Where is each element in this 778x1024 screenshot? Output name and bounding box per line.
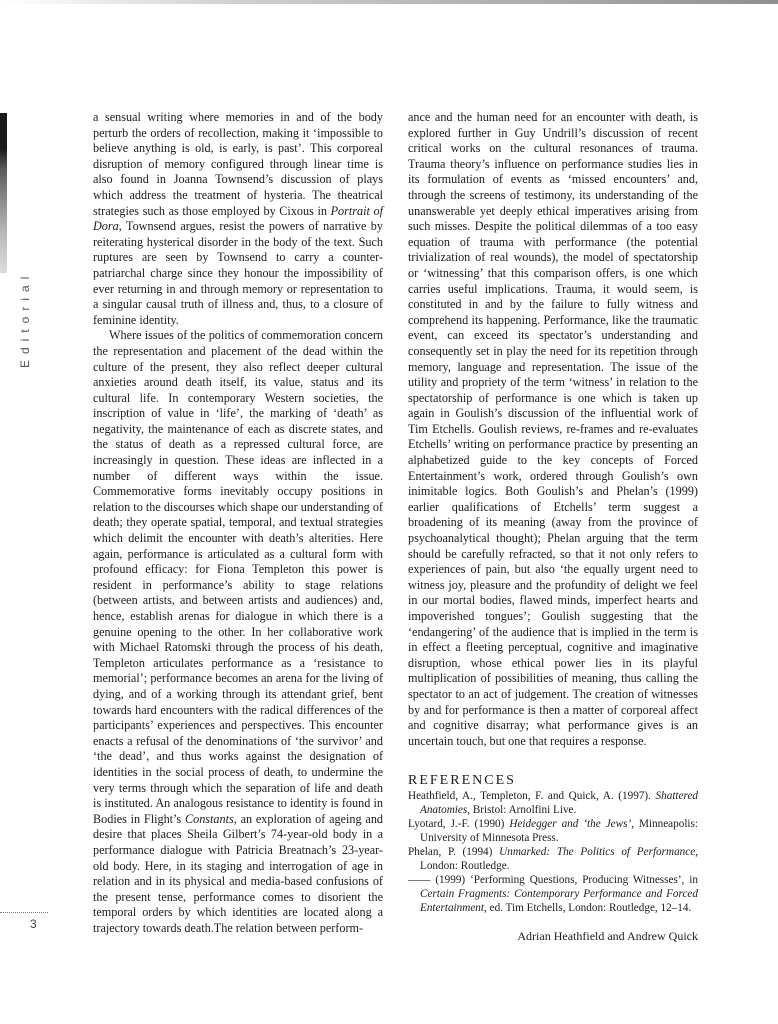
- reference-item: Lyotard, J.-F. (1990) Heidegger and ‘the Jews’, Minneapolis: University of Minnesota Press.: [408, 817, 699, 844]
- right-column: [408, 110, 698, 945]
- paragraph: a sensual writing where memories in and of the body perturb the orders of recollection, making it ‘impossible to believe anything is old, is early, is past’. This corporeal disruption of memory configured through linear time is also found in Joanna Townsend’s discussion of plays which address the treatment of hysteria. The theatrical strategies such as those employed by Cixous in Portrait of Dora, Townsend argues, resist the powers of narrative by reiterating hysterical disorder in the body of the text. Such ruptures are seen by Townsend to carry a counter-patriarchal charge since they honour the impossibility of ever returning in and through memory or representation to a singular causal truth of illness and, thus, to a closure of feminine identity.: [93, 110, 384, 327]
- footer-dotted-rule: [0, 912, 48, 913]
- references-heading: REFERENCES: [408, 773, 516, 789]
- author-signature: Adrian Heathfield and Andrew Quick: [517, 928, 698, 943]
- side-tab-bar: [0, 113, 7, 273]
- paragraph: ance and the human need for an encounter with death, is explored further in Guy Undrill’s discussion of recent critical works on the cultural resonances of trauma. Trauma theory’s influence on performance studies lies in its formulation of events as ‘missed encounters’ and, through the screens of testimony, its understanding of the unanswerable yet deeply ethical imperatives arising from such misses. Despite the political dilemmas of a too easy equation of trauma with performance (the potential trivialization of real wounds), the model of spectatorship or ‘witnessing’ that this comparison offers, is one which carries useful implications. Trauma, it would seem, is constituted in and by the failure to fully witness and comprehend its happening. Performance, like the traumatic event, can exceed its spectator’s understanding and consequently set in play the need for its repetition through memory, language and representation. The issue of the utility and propriety of the term ‘witness’ in relation to the spectatorship of performance is one which is taken up again in Goulish’s discussion of the influential work of Tim Etchells. Goulish reviews, re-frames and re-evaluates Etchells’ writing on performance practice by presenting an alphabetized guide to the key concepts of Forced Entertainment’s work, ordered through Goulish’s own inimitable logics. Both Goulish’s and Phelan’s (1999) earlier qualifications of Etchells’ term suggest a broadening of its meaning (away from the province of psychoanalytical thought); Phelan arguing that the term should be carefully refracted, so that it not only refers to experiences of pain, but also ‘the equally urgent need to witness joy, pleasure and the profundity of delight we feel in our mortal bodies, flawed minds, imperfect hearts and impoverished tongues’; Goulish suggesting that the ‘endangering’ of the audience that is implied in the term is in effect a fleeting perceptual, cognitive and imaginative disruption, whose ethical power lies in its playful multiplication of possibilities of meaning, thus calling the spectator to an act of judgement. The creation of witnesses by and for performance is then a matter of corporeal affect and cognitive disarray; what performance gives is an uncertain touch, but one that requires a response.: [408, 110, 698, 748]
- left-column: [93, 110, 383, 936]
- page-number: 3: [30, 917, 37, 931]
- reference-item: —— (1999) ‘Performing Questions, Producing Witnesses’, in Certain Fragments: Contemporary Performance and Forced Entertainment, ed. Tim Etchells, London: Routledge, 12–14.: [408, 873, 698, 914]
- paragraph: Where issues of the politics of commemoration concern the representation and placement of the dead within the culture of the present, they also reflect deeper cultural anxieties around death itself, its value, status and its cultural life. In contemporary Western societies, the inscription of value in ‘life’, the marking of ‘death’ as negativity, the maintenance of each as discrete states, and the status of death as a repressed cultural force, are increasingly in question. These ideas are inflected in a number of different ways within the issue. Commemorative forms inevitably occupy positions in relation to the discourses which shape our understanding of death; they operate spatial, temporal, and textual strategies which delimit the encounter with death’s alterities. Here again, performance is articulated as a cultural form with profound efficacy: for Fiona Templeton this power is resident in performance’s ability to stage relations (between artists, and between artists and audiences) and, hence, establish arenas for dialogue in which there is a genuine opening to the other. In her collaborative work with Michael Ratomski through the process of his death, Templeton articulates performance as a ‘resistance to memorial’; performance becomes an arena for the living of dying, and of a working through its attendant grief, bent towards hard encounters with the radical differences of the participants’ experiences and perspectives. This encounter enacts a refusal of the denominations of ‘the survivor’ and ‘the dead’, and thus works against the designation of identities in the social process of death, to undermine the very terms through which the separation of life and death is instituted. An analogous resistance to identity is found in Bodies in Flight’s Constants, an exploration of ageing and desire that places Sheila Gilbert’s 74-year-old body in a performance dialogue with Patricia Breatnach’s 23-year-old body. Here, in its staging and interrogation of age in relation and in its physical and media-based confusions of the present tense, performance comes to disorient the temporal orders by which identities are located along a trajectory towards death.The relation between perform-: [93, 328, 384, 935]
- reference-item: Phelan, P. (1994) Unmarked: The Politics of Performance, London: Routledge.: [408, 845, 698, 872]
- section-label: Editorial: [18, 270, 32, 368]
- reference-item: Heathfield, A., Templeton, F. and Quick, A. (1997). Shattered Anatomies, Bristol: Arnolfini Live.: [408, 789, 699, 816]
- top-rule: [0, 0, 778, 4]
